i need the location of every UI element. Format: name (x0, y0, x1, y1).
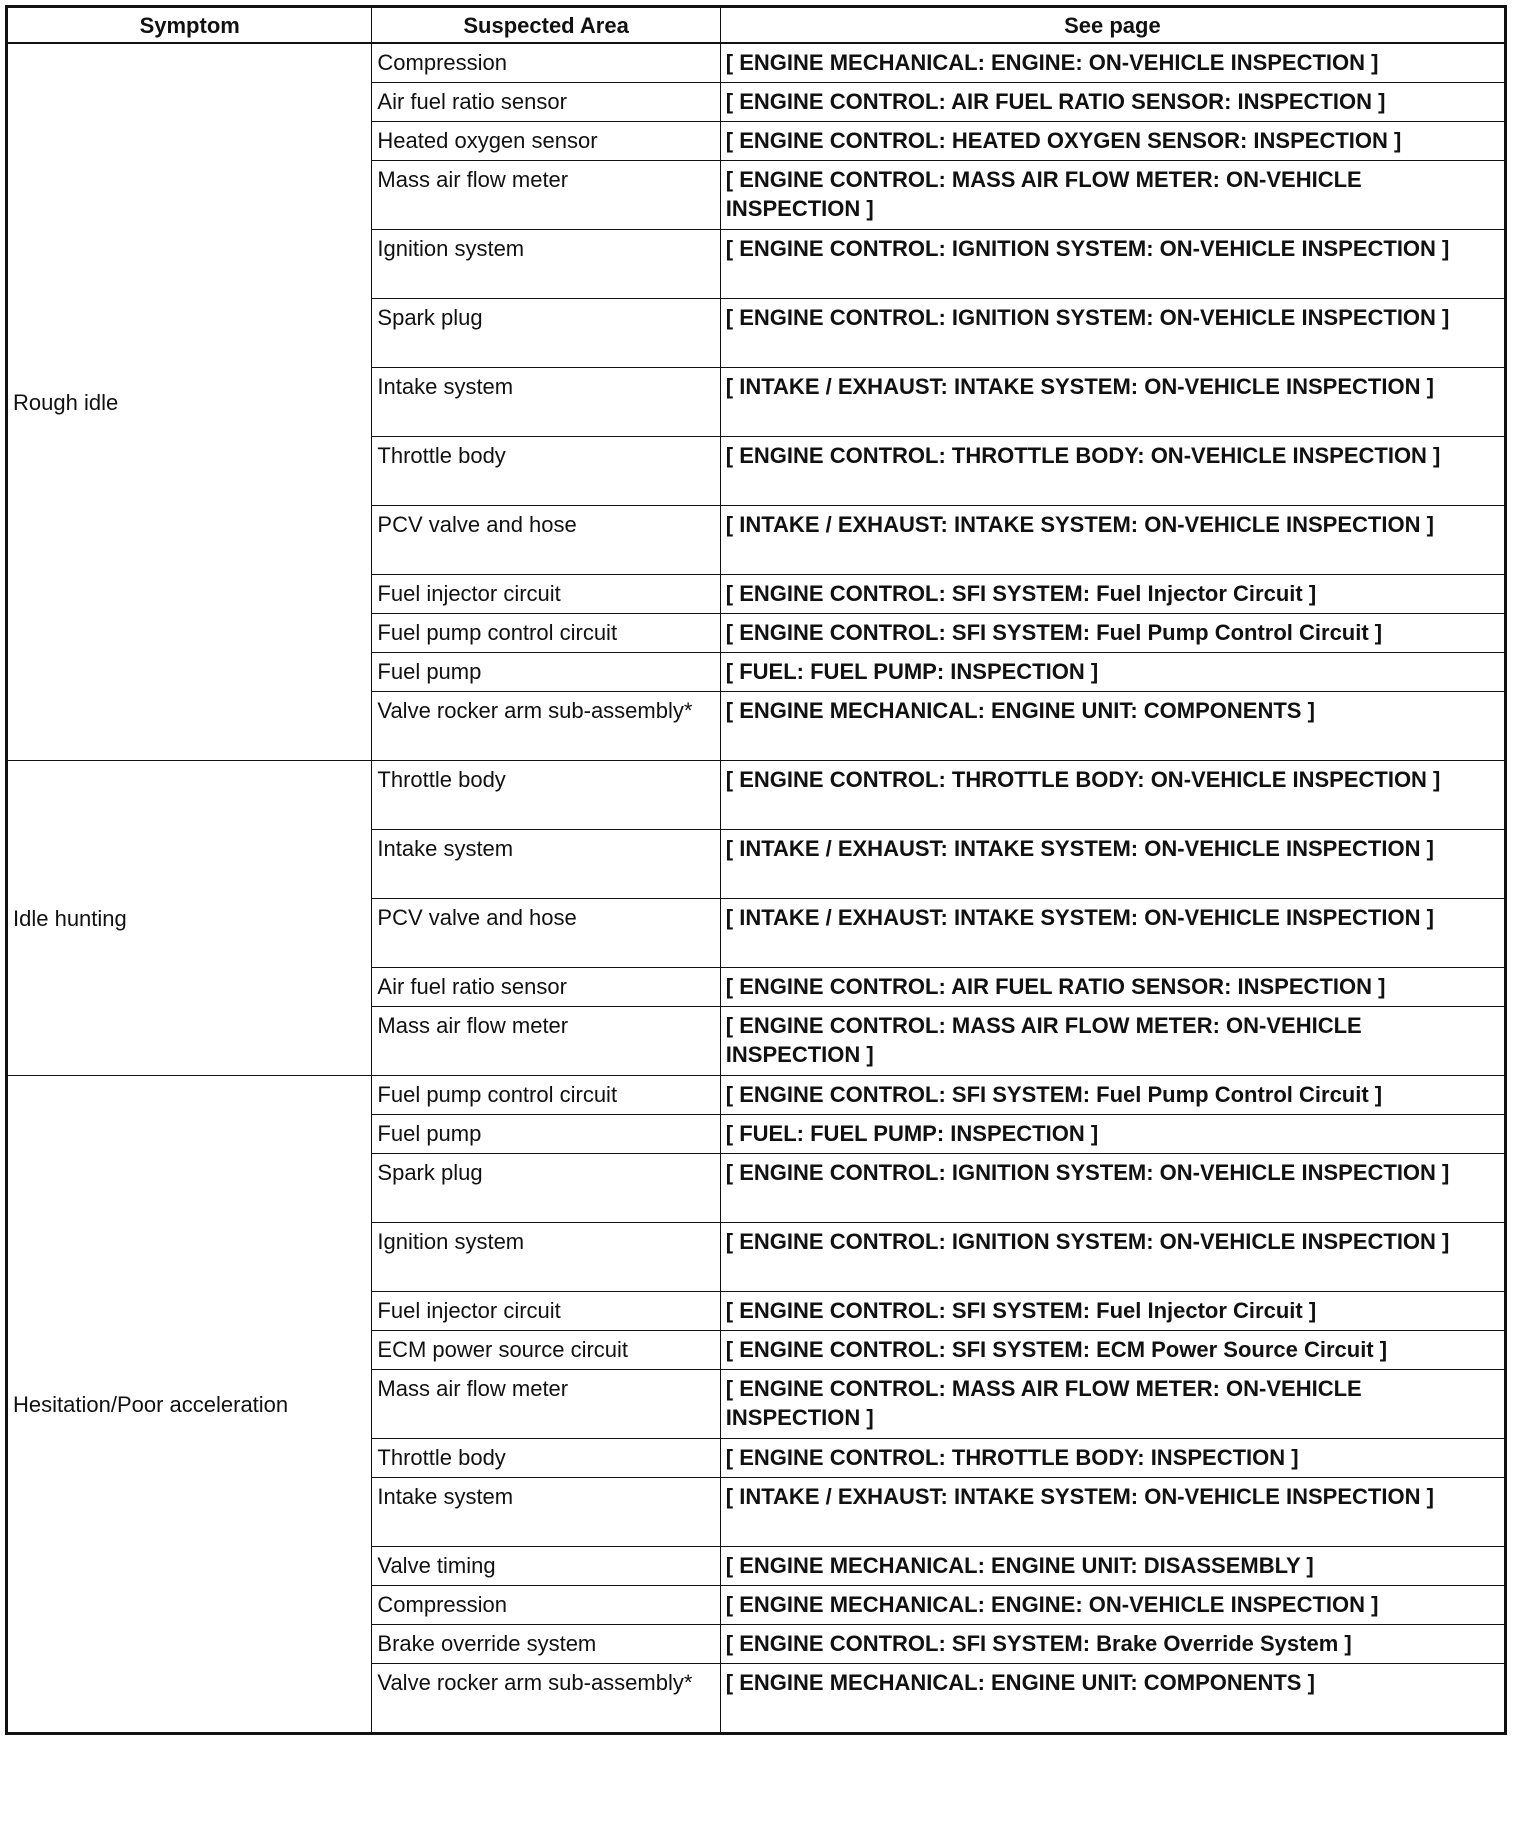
see-page-link[interactable]: [ ENGINE CONTROL: THROTTLE BODY: ON-VEHICLE INSPECTION ] (720, 761, 1505, 830)
suspected-area-cell: Fuel pump (372, 1115, 720, 1154)
suspected-area-cell: Compression (372, 43, 720, 83)
see-page-link[interactable]: [ ENGINE CONTROL: IGNITION SYSTEM: ON-VEHICLE INSPECTION ] (720, 230, 1505, 299)
see-page-link[interactable]: [ ENGINE CONTROL: SFI SYSTEM: Fuel Pump Control Circuit ] (720, 1076, 1505, 1115)
suspected-area-cell: Fuel pump control circuit (372, 614, 720, 653)
suspected-area-cell: Air fuel ratio sensor (372, 83, 720, 122)
see-page-link[interactable]: [ INTAKE / EXHAUST: INTAKE SYSTEM: ON-VEHICLE INSPECTION ] (720, 830, 1505, 899)
see-page-link[interactable]: [ ENGINE CONTROL: IGNITION SYSTEM: ON-VEHICLE INSPECTION ] (720, 299, 1505, 368)
suspected-area-cell: Fuel injector circuit (372, 1292, 720, 1331)
see-page-link[interactable]: [ ENGINE CONTROL: THROTTLE BODY: INSPECTION ] (720, 1439, 1505, 1478)
suspected-area-cell: Air fuel ratio sensor (372, 968, 720, 1007)
suspected-area-cell: PCV valve and hose (372, 899, 720, 968)
see-page-link[interactable]: [ INTAKE / EXHAUST: INTAKE SYSTEM: ON-VEHICLE INSPECTION ] (720, 1478, 1505, 1547)
suspected-area-cell: Heated oxygen sensor (372, 122, 720, 161)
see-page-link[interactable]: [ ENGINE CONTROL: SFI SYSTEM: Fuel Injector Circuit ] (720, 1292, 1505, 1331)
see-page-link[interactable]: [ ENGINE MECHANICAL: ENGINE UNIT: COMPONENTS ] (720, 692, 1505, 761)
suspected-area-cell: Intake system (372, 368, 720, 437)
see-page-link[interactable]: [ ENGINE CONTROL: MASS AIR FLOW METER: ON-VEHICLE INSPECTION ] (720, 161, 1505, 230)
suspected-area-cell: Mass air flow meter (372, 1370, 720, 1439)
suspected-area-cell: Compression (372, 1586, 720, 1625)
see-page-link[interactable]: [ ENGINE CONTROL: SFI SYSTEM: Fuel Pump Control Circuit ] (720, 614, 1505, 653)
suspected-area-cell: Valve timing (372, 1547, 720, 1586)
symptom-cell: Hesitation/Poor acceleration (7, 1076, 372, 1734)
suspected-area-cell: Mass air flow meter (372, 1007, 720, 1076)
suspected-area-cell: Intake system (372, 830, 720, 899)
see-page-link[interactable]: [ FUEL: FUEL PUMP: INSPECTION ] (720, 653, 1505, 692)
suspected-area-cell: Spark plug (372, 299, 720, 368)
suspected-area-cell: ECM power source circuit (372, 1331, 720, 1370)
see-page-link[interactable]: [ ENGINE CONTROL: SFI SYSTEM: Fuel Injector Circuit ] (720, 575, 1505, 614)
suspected-area-cell: Fuel pump control circuit (372, 1076, 720, 1115)
table-row (7, 43, 1506, 83)
suspected-area-cell: Throttle body (372, 1439, 720, 1478)
symptom-cell: Rough idle (7, 43, 372, 761)
see-page-link[interactable]: [ INTAKE / EXHAUST: INTAKE SYSTEM: ON-VEHICLE INSPECTION ] (720, 506, 1505, 575)
suspected-area-cell: Ignition system (372, 1223, 720, 1292)
header-see-page: See page (720, 7, 1505, 44)
suspected-area-cell: Spark plug (372, 1154, 720, 1223)
suspected-area-cell: Valve rocker arm sub-assembly* (372, 692, 720, 761)
suspected-area-cell: Throttle body (372, 437, 720, 506)
see-page-link[interactable]: [ ENGINE CONTROL: AIR FUEL RATIO SENSOR: INSPECTION ] (720, 83, 1505, 122)
suspected-area-cell: Fuel injector circuit (372, 575, 720, 614)
suspected-area-cell: Mass air flow meter (372, 161, 720, 230)
suspected-area-cell: PCV valve and hose (372, 506, 720, 575)
table-row (7, 761, 1506, 830)
see-page-link[interactable]: [ FUEL: FUEL PUMP: INSPECTION ] (720, 1115, 1505, 1154)
see-page-link[interactable]: [ INTAKE / EXHAUST: INTAKE SYSTEM: ON-VEHICLE INSPECTION ] (720, 368, 1505, 437)
see-page-link[interactable]: [ ENGINE CONTROL: THROTTLE BODY: ON-VEHICLE INSPECTION ] (720, 437, 1505, 506)
table-row (7, 1076, 1506, 1115)
symptom-cell: Idle hunting (7, 761, 372, 1076)
see-page-link[interactable]: [ ENGINE CONTROL: HEATED OXYGEN SENSOR: INSPECTION ] (720, 122, 1505, 161)
see-page-link[interactable]: [ ENGINE MECHANICAL: ENGINE: ON-VEHICLE INSPECTION ] (720, 43, 1505, 83)
header-row (7, 7, 1506, 44)
see-page-link[interactable]: [ ENGINE MECHANICAL: ENGINE UNIT: DISASSEMBLY ] (720, 1547, 1505, 1586)
symptom-table (5, 5, 1507, 1735)
suspected-area-cell: Brake override system (372, 1625, 720, 1664)
see-page-link[interactable]: [ ENGINE MECHANICAL: ENGINE: ON-VEHICLE INSPECTION ] (720, 1586, 1505, 1625)
see-page-link[interactable]: [ ENGINE CONTROL: IGNITION SYSTEM: ON-VEHICLE INSPECTION ] (720, 1223, 1505, 1292)
see-page-link[interactable]: [ ENGINE MECHANICAL: ENGINE UNIT: COMPONENTS ] (720, 1664, 1505, 1734)
suspected-area-cell: Throttle body (372, 761, 720, 830)
see-page-link[interactable]: [ ENGINE CONTROL: SFI SYSTEM: ECM Power Source Circuit ] (720, 1331, 1505, 1370)
suspected-area-cell: Ignition system (372, 230, 720, 299)
see-page-link[interactable]: [ ENGINE CONTROL: MASS AIR FLOW METER: ON-VEHICLE INSPECTION ] (720, 1007, 1505, 1076)
see-page-link[interactable]: [ ENGINE CONTROL: SFI SYSTEM: Brake Override System ] (720, 1625, 1505, 1664)
see-page-link[interactable]: [ ENGINE CONTROL: IGNITION SYSTEM: ON-VEHICLE INSPECTION ] (720, 1154, 1505, 1223)
header-symptom: Symptom (7, 7, 372, 44)
see-page-link[interactable]: [ ENGINE CONTROL: MASS AIR FLOW METER: ON-VEHICLE INSPECTION ] (720, 1370, 1505, 1439)
see-page-link[interactable]: [ ENGINE CONTROL: AIR FUEL RATIO SENSOR: INSPECTION ] (720, 968, 1505, 1007)
suspected-area-cell: Intake system (372, 1478, 720, 1547)
suspected-area-cell: Fuel pump (372, 653, 720, 692)
suspected-area-cell: Valve rocker arm sub-assembly* (372, 1664, 720, 1734)
see-page-link[interactable]: [ INTAKE / EXHAUST: INTAKE SYSTEM: ON-VEHICLE INSPECTION ] (720, 899, 1505, 968)
header-suspected-area: Suspected Area (372, 7, 720, 44)
